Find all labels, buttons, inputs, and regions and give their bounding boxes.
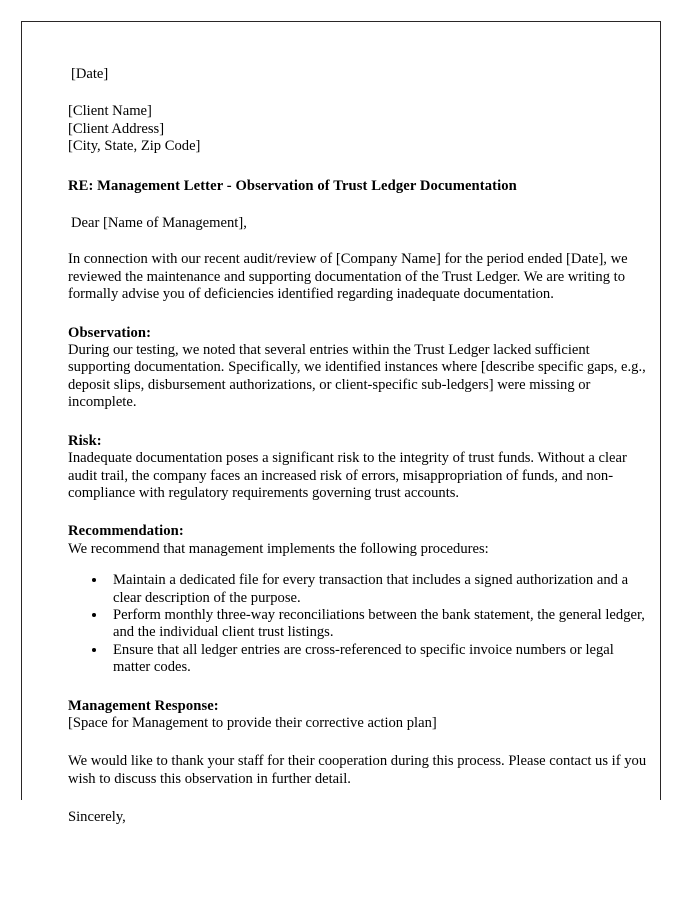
section-heading-recommendation: Recommendation:: [68, 523, 184, 540]
section-body-recommendation: We recommend that management implements the following procedures:: [68, 540, 489, 557]
subject-line: RE: Management Letter - Observation of Trust Ledger Documentation: [68, 177, 517, 194]
document-page-frame: [21, 21, 661, 826]
recipient-address: [Client Address]: [68, 120, 165, 137]
closing-paragraph: We would like to thank your staff for their cooperation during this process. Please contact us if you wish to discuss this observation in further detail.: [68, 753, 647, 787]
list-item: • Maintain a dedicated file for every transaction that includes a signed authorization and a clear description of the purpose.: [107, 572, 650, 607]
signoff: Sincerely,: [68, 809, 126, 826]
section-body-management-response: [Space for Management to provide their corrective action plan]: [68, 714, 437, 731]
letter-date: [Date]: [71, 66, 109, 82]
recommendation-list: [68, 572, 650, 676]
section-recommendation: [68, 523, 650, 676]
recipient-address-block: [68, 103, 650, 155]
salutation: Dear [Name of Management],: [71, 215, 247, 232]
intro-paragraph: In connection with our recent audit/review of [Company Name] for the period ended [Date], we reviewed the maintenance and supporting documentation of the Trust Ledger. We are writing to formally advise you of deficiencies identified regarding inadequate documentation.: [68, 251, 628, 303]
section-heading-management-response: Management Response:: [68, 697, 219, 714]
section-heading-risk: Risk:: [68, 432, 102, 449]
list-item: • Perform monthly three-way reconciliations between the bank statement, the general ledger, and the individual client trust listings.: [107, 607, 650, 642]
recipient-name: [Client Name]: [68, 103, 152, 120]
section-heading-observation: Observation:: [68, 324, 152, 341]
list-item: • Ensure that all ledger entries are cross-referenced to specific invoice numbers or legal matter codes.: [107, 642, 650, 677]
section-body-risk: Inadequate documentation poses a significant risk to the integrity of trust funds. Without a clear audit trail, the company faces an increased risk of errors, misappropriation of funds, and non-compliance with regulatory requirements governing trust accounts.: [68, 450, 627, 501]
section-management-response: [68, 698, 650, 733]
section-risk: [68, 433, 650, 503]
letter-body: [68, 66, 650, 827]
section-body-observation: During our testing, we noted that several entries within the Trust Ledger lacked sufficient supporting documentation. Specifically, we identified instances where [describe specific gaps, e.g., deposit slips, disbursement authorizations, or client-specific sub-ledgers] were missing or incomplete.: [68, 342, 646, 411]
recipient-city-state-zip: [City, State, Zip Code]: [68, 138, 201, 155]
section-observation: [68, 325, 650, 412]
